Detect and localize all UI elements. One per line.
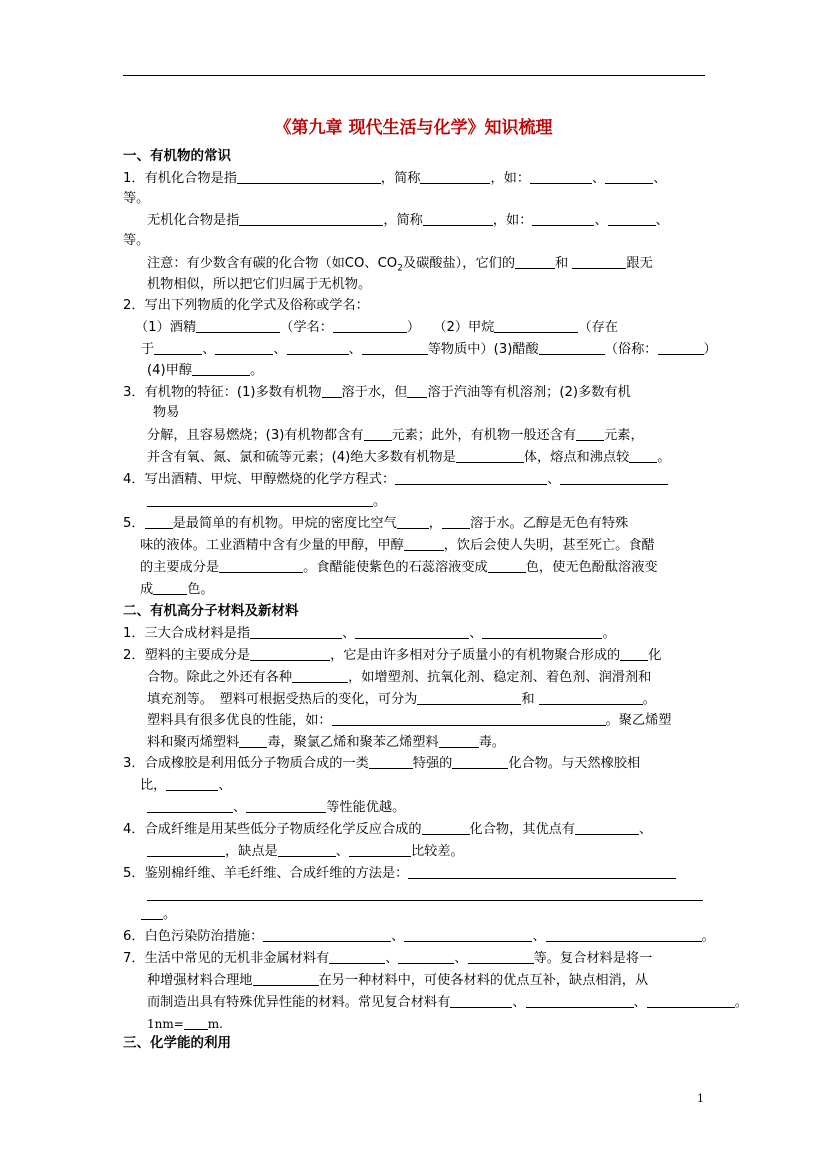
item-5-line-3: 的主要成分是 。食醋能使紫色的石蕊溶液变成 色，使无色酚酞溶液变 bbox=[140, 560, 658, 575]
header-rule bbox=[123, 75, 705, 76]
item-3-line-1: 3．有机物的特征：(1)多数有机物 溶于水，但 溶于汽油等有机溶剂；(2)多数有机 bbox=[123, 385, 631, 400]
part2-item-7-line-1: 7．生活中常见的无机非金属材料有 、 、 等。复合材料是将一 bbox=[123, 951, 653, 966]
part2-item-2-line-5: 料和聚丙烯塑料 毒，聚氯乙烯和聚苯乙烯塑料 毒。 bbox=[147, 735, 506, 750]
part2-item-1: 1．三大合成材料是指 、 、 。 bbox=[123, 626, 616, 641]
page-number: 1 bbox=[697, 1092, 704, 1105]
part2-item-3-line-3: 、 等性能优越。 bbox=[147, 799, 405, 817]
part2-item-7-line-3: 而制造出具有特殊优异性能的材料。常见复合材料有 、 、 。 bbox=[147, 995, 748, 1010]
item-5-line-2: 味的液体。工业酒精中含有少量的甲醇，甲醇 ，饮后会使人失明，甚至死亡。食醋 bbox=[140, 538, 655, 553]
item-5-line-4: 成 色。 bbox=[140, 582, 214, 597]
part2-item-7-line-2: 种增强材料合理地 在另一种材料中，可使各材料的优点互补，缺点相消，从 bbox=[147, 973, 649, 988]
item-2-line-2: （1）酒精 （学名： ） （2）甲烷 （存在 bbox=[135, 320, 618, 335]
item-2-line-1: 2．写出下列物质的化学式及俗称或学名： bbox=[123, 298, 369, 313]
part2-item-3-line-1: 3．合成橡胶是利用低分子物质合成的一类 特强的 化合物。与天然橡胶相 bbox=[123, 756, 641, 771]
part2-item-5-line-3: 。 bbox=[141, 906, 176, 924]
part2-item-2-line-3: 填充剂等。 塑料可根据受热后的变化，可分为 和 。 bbox=[147, 692, 656, 707]
item-3-line-4: 并含有氧、氮、氯和硫等元素；(4)绝大多数有机物是 体，熔点和沸点较 。 bbox=[147, 450, 671, 465]
part2-item-4-line-2: ，缺点是 、 比较差。 bbox=[147, 843, 464, 861]
item-2-line-3: 于 、 、 、 等物质中）(3)醋酸 （俗称： ） bbox=[141, 342, 717, 357]
item-1-line-2: 等。 bbox=[123, 191, 150, 206]
item-5-line-1: 5． 是最简单的有机物。甲烷的密度比空气 ， 溶于水。乙醇是无色有特殊 bbox=[123, 516, 629, 531]
section-heading-3: 三、化学能的利用 bbox=[123, 1035, 231, 1051]
section-heading-1: 一、有机物的常识 bbox=[123, 148, 231, 164]
item-4-line-1: 4．写出酒精、甲烷、甲醇燃烧的化学方程式： 、 bbox=[123, 471, 668, 489]
item-1-line-4: 等。 bbox=[123, 233, 150, 248]
item-4-line-2: 。 bbox=[147, 493, 386, 511]
part2-item-6: 6．白色污染防治措施： 、 、 。 bbox=[123, 929, 715, 944]
item-3-line-2: 物易 bbox=[153, 405, 180, 420]
part2-item-3-line-2: 比， 、 bbox=[140, 778, 232, 793]
section-heading-2: 二、有机高分子材料及新材料 bbox=[123, 603, 299, 619]
item-1-line-3: 无机化合物是指 ，简称 ，如： 、 、 bbox=[147, 213, 669, 228]
item-3-line-3: 分解，且容易燃烧；(3)有机物都含有 元素；此外，有机物一般还含有 元素， bbox=[147, 428, 644, 443]
note-line-2: 机物相似，所以把它们归属于无机物。 bbox=[147, 277, 372, 292]
part2-item-5-line-2 bbox=[147, 887, 703, 905]
part2-item-4-line-1: 4．合成纤维是用某些低分子物质经化学反应合成的 化合物，其优点有 、 bbox=[123, 822, 653, 837]
note-line-1: 注意：有少数含有碳的化合物（如CO、$CO_2$及碳酸盐），它们的 和 跟无 bbox=[147, 256, 653, 274]
part2-item-2-line-4: 塑料具有很多优良的性能，如： 。聚乙烯塑 bbox=[147, 713, 672, 728]
part2-item-5-line-1: 5．鉴别棉纤维、羊毛纤维、合成纤维的方法是： bbox=[123, 865, 676, 883]
part2-item-2-line-2: 合物。除此之外还有各种 ，如增塑剂、抗氧化剂、稳定剂、着色剂、润滑剂和 bbox=[147, 670, 652, 685]
item-2-line-4: (4)甲醇 。 bbox=[147, 363, 264, 378]
item-1-line-1: 1．有机化合物是指 ，简称 ，如： 、 、 bbox=[123, 171, 667, 186]
nm-conversion-line: 1nm= m. bbox=[147, 1017, 223, 1031]
page-title: 《第九章 现代生活与化学》知识梳理 bbox=[274, 118, 553, 138]
part2-item-2-line-1: 2．塑料的主要成分是 ，它是由许多相对分子质量小的有机物聚合形成的 化 bbox=[123, 648, 662, 663]
